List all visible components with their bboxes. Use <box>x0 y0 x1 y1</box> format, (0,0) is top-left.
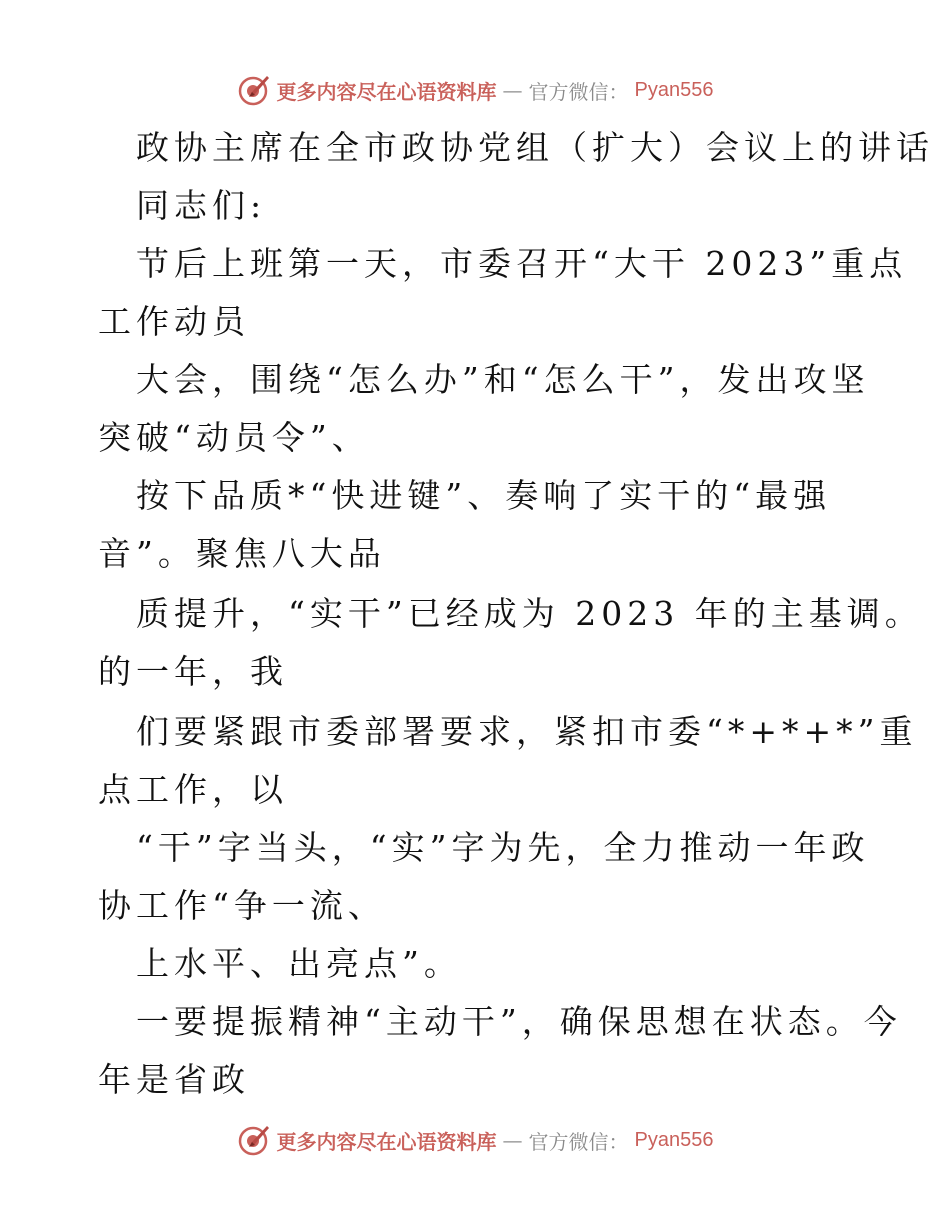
watermark-brand-text: 更多内容尽在心语资料库 <box>276 1129 497 1154</box>
footer-watermark <box>0 1122 950 1158</box>
body-line: 大会，围绕“怎么办”和“怎么干”，发出攻坚 <box>136 360 870 399</box>
watermark-wechat-id: Pyan556 <box>634 1128 714 1151</box>
body-line: “干”字当头，“实”字为先，全力推动一年政 <box>136 828 870 867</box>
body-line: 节后上班第一天，市委召开“大干 2023”重点 <box>136 244 908 283</box>
body-line: 年是省政 <box>98 1060 250 1099</box>
body-line: 突破“动员令”、 <box>98 418 370 457</box>
body-line: 一要提振精神“主动干”，确保思想在状态。今 <box>136 1002 902 1041</box>
watermark-official-label: 官方微信： <box>528 79 629 104</box>
watermark-wechat-id: Pyan556 <box>634 78 714 101</box>
body-line: 的一年，我 <box>98 652 288 691</box>
body-line: 们要紧跟市委部署要求，紧扣市委“*+*+*”重 <box>136 712 918 751</box>
header-watermark-inner <box>237 73 714 107</box>
body-line: 质提升，“实干”已经成为 2023 年的主基调。 <box>136 594 923 633</box>
watermark-brand-text: 更多内容尽在心语资料库 <box>276 79 497 104</box>
body-line: 工作动员 <box>98 302 250 341</box>
watermark-separator: — <box>502 78 523 102</box>
body-line: 音”。聚焦八大品 <box>98 534 386 573</box>
document-title: 政协主席在全市政协党组（扩大）会议上的讲话 <box>136 128 934 167</box>
footer-watermark-inner <box>237 1123 714 1157</box>
body-line: 点工作，以 <box>98 770 288 809</box>
quill-logo-icon <box>237 1123 271 1157</box>
body-line: 按下品质*“快进键”、奏响了实干的“最强 <box>136 476 832 515</box>
body-line: 上水平、出亮点”。 <box>136 944 462 983</box>
watermark-separator: — <box>502 1128 523 1152</box>
header-watermark <box>0 72 950 108</box>
watermark-official-label: 官方微信： <box>528 1129 629 1154</box>
quill-logo-icon <box>237 73 271 107</box>
body-line: 协工作“争一流、 <box>98 886 386 925</box>
salutation-line: 同志们: <box>136 186 267 225</box>
